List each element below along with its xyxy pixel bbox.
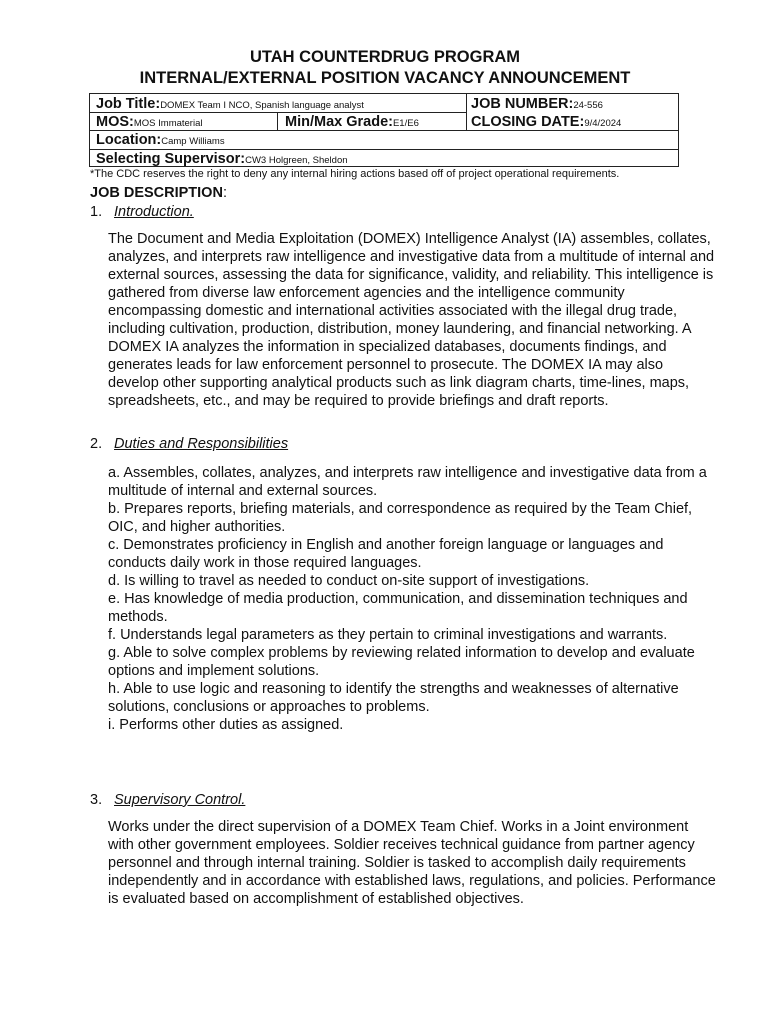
- text-line: b. Prepares reports, briefing materials, and correspondence as required by the Team Chief,: [108, 501, 693, 517]
- mos-label: MOS:: [96, 114, 134, 130]
- text-line: methods.: [108, 609, 168, 625]
- text-line: analyzes, and interprets raw intelligence and investigative data from a multitude of internal and: [108, 249, 715, 265]
- job-title-field: [96, 95, 364, 113]
- text-line: with other government employees. Soldier receives technical guidance from partner agency: [108, 837, 695, 853]
- text-line: external sources, assessing the data for significance, validity, and reliability. This intelligence is: [108, 267, 714, 283]
- text-line: The Document and Media Exploitation (DOMEX) Intelligence Analyst (IA) assembles, collates,: [108, 231, 711, 247]
- job-description-label: JOB DESCRIPTION: [90, 185, 223, 201]
- job-title-value: DOMEX Team I NCO, Spanish language analyst: [160, 100, 364, 111]
- location-field: [96, 131, 225, 149]
- duties-list: [108, 464, 748, 734]
- text-line: develop other supporting analytical products such as link diagram charts, time-lines, maps,: [108, 375, 690, 391]
- location-value: Camp Williams: [161, 136, 225, 147]
- location-label: Location:: [96, 132, 162, 148]
- job-title-label: Job Title:: [96, 96, 161, 112]
- job-number-label: JOB NUMBER:: [471, 96, 574, 112]
- text-line: c. Demonstrates proficiency in English and another foreign language or languages and: [108, 537, 664, 553]
- section-number: 3.: [90, 792, 103, 808]
- text-line: f. Understands legal parameters as they pertain to criminal investigations and warrants.: [108, 627, 668, 643]
- text-line: is evaluated based on accomplishment of established objectives.: [108, 891, 524, 907]
- document-title-line2: INTERNAL/EXTERNAL POSITION VACANCY ANNOUNCEMENT: [139, 69, 631, 87]
- supervisor-value: CW3 Holgreen, Sheldon: [245, 155, 348, 166]
- text-line: independently and in accordance with established laws, regulations, and policies. Performance: [108, 873, 716, 889]
- text-line: conducts daily work in those required languages.: [108, 555, 422, 571]
- section-number: 1.: [90, 204, 103, 220]
- closing-date-label: CLOSING DATE:: [471, 114, 585, 130]
- mos-value: MOS Immaterial: [133, 118, 203, 129]
- closing-date-field: [471, 113, 621, 131]
- section-number: 2.: [90, 436, 103, 452]
- supervisor-label: Selecting Supervisor:: [96, 151, 246, 167]
- text-line: DOMEX IA analyzes the information in specialized databases, documents findings, and: [108, 339, 667, 355]
- supervisory-paragraph: [108, 818, 748, 908]
- job-description-heading: [90, 185, 227, 201]
- text-line: a. Assembles, collates, analyzes, and interprets raw intelligence and investigative data from a: [108, 465, 707, 481]
- introduction-paragraph: [108, 230, 748, 410]
- text-line: spreadsheets, etc., and may be required to provide briefings and draft reports.: [108, 393, 609, 409]
- grade-value: E1/E6: [392, 118, 419, 129]
- text-line: multitude of internal and external sources.: [108, 483, 378, 499]
- text-line: solutions, conclusions or approaches to problems.: [108, 699, 430, 715]
- section-heading-supervisory: [90, 792, 245, 808]
- supervisor-field: [96, 150, 348, 168]
- text-line: e. Has knowledge of media production, communication, and dissemination techniques and: [108, 591, 688, 607]
- text-line: h. Able to use logic and reasoning to identify the strengths and weaknesses of alternative: [108, 681, 679, 697]
- job-number-field: [471, 95, 603, 113]
- text-line: generates leads for law enforcement personnel to prosecute. The DOMEX IA may also: [108, 357, 664, 373]
- closing-date-value: 9/4/2024: [584, 118, 622, 129]
- document-title-line1: UTAH COUNTERDRUG PROGRAM: [249, 48, 521, 66]
- section-title: Supervisory Control.: [114, 792, 246, 808]
- position-info-table: [89, 93, 679, 167]
- text-line: g. Able to solve complex problems by reviewing related information to develop and evaluate: [108, 645, 695, 661]
- text-line: i. Performs other duties as assigned.: [108, 717, 344, 733]
- section-title: Introduction.: [114, 204, 194, 220]
- text-line: including cultivation, production, distribution, money laundering, and financial networking. A: [108, 321, 692, 337]
- grade-label: Min/Max Grade:: [285, 114, 393, 130]
- mos-field: [96, 113, 202, 131]
- text-line: gathered from diverse law enforcement agencies and the intelligence community: [108, 285, 625, 301]
- hiring-disclaimer-note: *The CDC reserves the right to deny any internal hiring actions based off of project operational requirements.: [90, 168, 620, 180]
- job-description-colon: :: [222, 185, 227, 201]
- section-heading-duties: [90, 436, 288, 452]
- text-line: OIC, and higher authorities.: [108, 519, 286, 535]
- table-divider: [277, 112, 278, 130]
- job-number-value: 24-556: [573, 100, 603, 111]
- grade-field: [285, 113, 419, 131]
- table-divider: [466, 94, 467, 130]
- text-line: Works under the direct supervision of a DOMEX Team Chief. Works in a Joint environment: [108, 819, 689, 835]
- text-line: encompassing domestic and international activities associated with the illegal drug trade,: [108, 303, 678, 319]
- text-line: options and implement solutions.: [108, 663, 320, 679]
- section-title: Duties and Responsibilities: [114, 436, 289, 452]
- text-line: d. Is willing to travel as needed to conduct on-site support of investigations.: [108, 573, 590, 589]
- section-heading-introduction: [90, 204, 194, 220]
- text-line: personnel and through internal training. Soldier is tasked to accomplish daily requirements: [108, 855, 686, 871]
